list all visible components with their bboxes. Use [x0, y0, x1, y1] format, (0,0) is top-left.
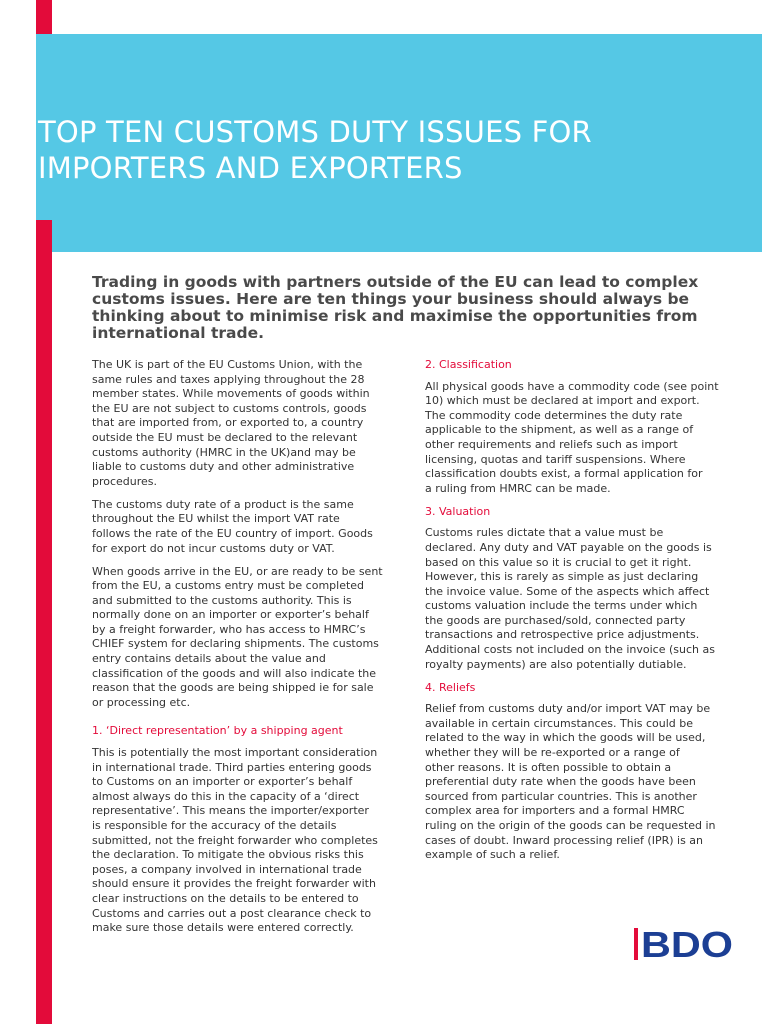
bdo-logo-bar	[634, 928, 638, 960]
section-heading-reliefs: 4. Reliefs	[425, 680, 476, 694]
bdo-logo	[634, 925, 734, 963]
paragraph-customs-entry: When goods arrive in the EU, or are ready to be sent from the EU, a customs entry must be completed and submitted to the customs authority. This is normally done on an importer or exporter’s behalf by a freight forwarder, who has access to HMRC’s CHIEF system for declaring shipments. The customs entry contains details about the value and classification of the goods and will also indicate the reason that the goods are being shipped ie for sale or processing etc.	[92, 564, 383, 709]
intro-lead: Trading in goods with partners outside of the EU can lead to complex customs issues. Here are ten things your business should always be thinking about to minimise risk and maximise the opportunities from international trade.	[92, 273, 699, 342]
right-column	[425, 358, 737, 871]
red-accent-bar-top	[36, 0, 52, 36]
section-heading-valuation: 3. Valuation	[425, 504, 491, 518]
section-body-valuation: Customs rules dictate that a value must be declared. Any duty and VAT payable on the goods is based on this value so it is crucial to get it right. However, this is rarely as simple as just declaring the invoice value. Some of the aspects which affect customs valuation include the terms under which the goods are purchased/sold, connected party transactions and retrospective price adjustments. Additional costs not included on the invoice (such as royalty payments) are also potentially dutiable.	[425, 526, 715, 671]
section-body-classification: All physical goods have a commodity code (see point 10) which must be declared at import and export. The commodity code determines the duty rate applicable to the shipment, as well as a range of other requirements and reliefs such as import licensing, quotas and tariff suspensions. Where classification doubts exist, a formal application for a ruling from HMRC can be made.	[425, 379, 719, 495]
bdo-logo-text: BDO	[641, 925, 733, 963]
section-heading-classification: 2. Classification	[425, 358, 512, 371]
section-body-reliefs: Relief from customs duty and/or import VAT may be available in certain circumstances. This could be related to the way in which the goods will be used, whether they will be re-exported or a range of other reasons. It is often possible to obtain a preferential duty rate when the goods have been sourced from particular countries. This is another complex area for importers and a formal HMRC ruling on the origin of the goods can be requested in cases of doubt. Inward processing relief (IPR) is an example of such a relief.	[425, 702, 716, 862]
red-accent-bar-side	[36, 220, 52, 1024]
section-heading-direct-representation: 1. ‘Direct representation’ by a shipping agent	[92, 724, 343, 738]
page-title: TOP TEN CUSTOMS DUTY ISSUES FOR IMPORTERS AND EXPORTERS	[38, 115, 592, 185]
paragraph-customs-union: The UK is part of the EU Customs Union, with the same rules and taxes applying throughout the 28 member states. While movements of goods within the EU are not subject to customs controls, goods that are imported from, or exported to, a country outside the EU must be declared to the relevant customs authority (HMRC in the UK)and may be liable to customs duty and other administrative procedures.	[92, 358, 370, 488]
paragraph-duty-rate: The customs duty rate of a product is the same throughout the EU whilst the import VAT rate follows the rate of the EU country of import. Goods for export do not incur customs duty or VAT.	[92, 497, 373, 555]
section-body-direct-representation: This is potentially the most important consideration in international trade. Third parties entering goods to Customs on an importer or exporter’s behalf almost always do this in the capacity of a ‘direct representative’. This means the importer/exporter is responsible for the accuracy of the details submitted, not the freight forwarder who completes the declaration. To mitigate the obvious risks this poses, a company involved in international trade should ensure it provides the freight forwarder with clear instructions on the details to be entered to Customs and carries out a post clearance check to make sure those details were entered correctly.	[92, 746, 378, 935]
left-column	[92, 358, 402, 944]
